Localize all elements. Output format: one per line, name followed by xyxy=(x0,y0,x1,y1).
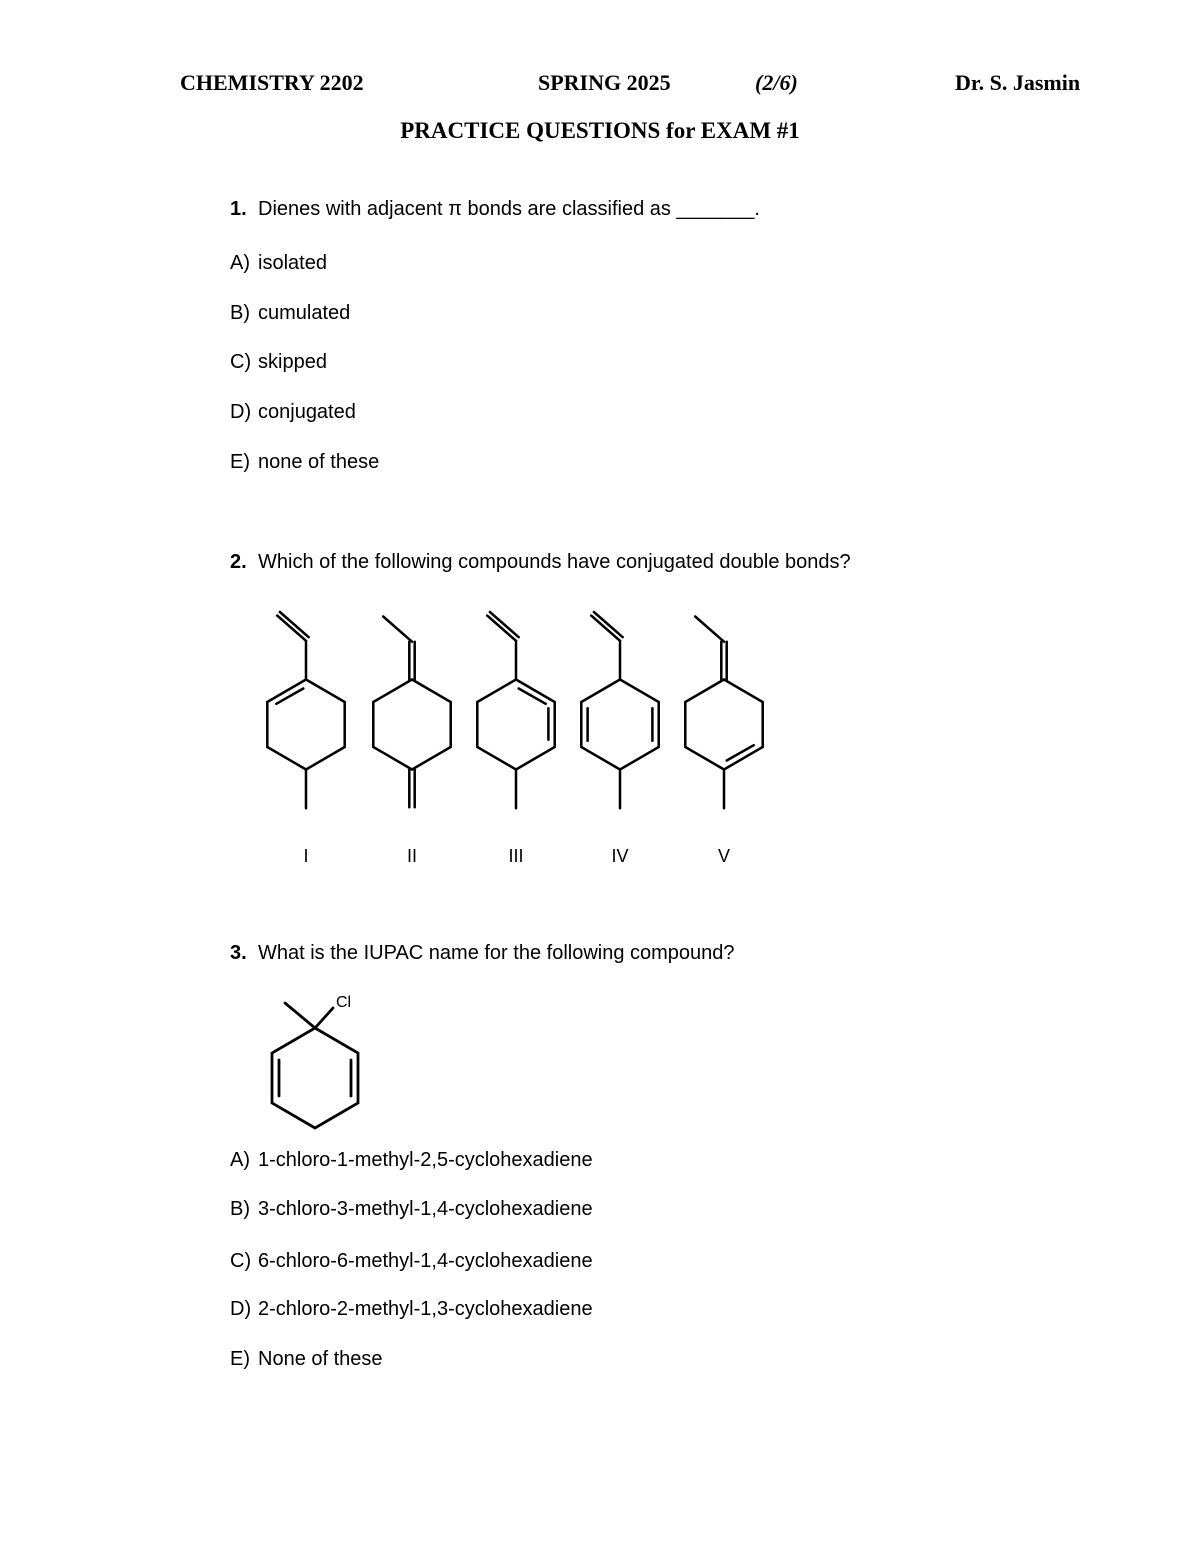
structure-II-diagram xyxy=(358,585,466,846)
option-letter: D) xyxy=(230,401,252,423)
instructor-name: Dr. S. Jasmin xyxy=(955,70,1081,95)
option-text: 2-chloro-2-methyl-1,3-cyclohexadiene xyxy=(258,1298,593,1320)
q1-option-d xyxy=(230,401,356,424)
option-letter: A) xyxy=(230,252,250,274)
structure-IV-diagram xyxy=(566,585,674,846)
q3-option-c xyxy=(230,1250,593,1273)
page-marker: (2/6) xyxy=(755,70,798,95)
course-code: CHEMISTRY 2202 xyxy=(180,70,364,95)
question-3-number: 3. xyxy=(230,942,247,964)
question-1 xyxy=(230,198,760,221)
option-letter: E) xyxy=(230,451,250,473)
document-title: PRACTICE QUESTIONS for EXAM #1 xyxy=(400,118,800,143)
structure-I xyxy=(252,585,360,867)
q3-structure-diagram xyxy=(240,973,390,1173)
structure-I-diagram xyxy=(252,585,360,846)
term: SPRING 2025 xyxy=(538,70,671,95)
q3-option-d xyxy=(230,1298,593,1321)
option-letter: C) xyxy=(230,351,252,373)
option-letter: B) xyxy=(230,1198,250,1220)
structure-IV-label: IV xyxy=(611,846,629,866)
option-letter: C) xyxy=(230,1250,252,1272)
option-letter: A) xyxy=(230,1149,250,1171)
structure-V xyxy=(670,585,778,867)
structure-II xyxy=(358,585,466,867)
option-text: skipped xyxy=(258,351,327,373)
q3-option-a xyxy=(230,1149,593,1172)
option-letter: E) xyxy=(230,1348,250,1370)
question-2 xyxy=(230,551,851,574)
structure-IV xyxy=(566,585,674,867)
question-1-text: Dienes with adjacent π bonds are classified as _______. xyxy=(258,198,760,220)
structure-II-label: II xyxy=(406,846,417,866)
option-text: 3-chloro-3-methyl-1,4-cyclohexadiene xyxy=(258,1198,593,1220)
structure-V-label: V xyxy=(717,846,730,866)
option-letter: B) xyxy=(230,302,250,324)
question-3-text: What is the IUPAC name for the following compound? xyxy=(258,942,735,964)
q3-structure xyxy=(240,973,390,1178)
option-text: none of these xyxy=(258,451,380,473)
question-2-number: 2. xyxy=(230,551,247,573)
option-text: cumulated xyxy=(258,302,351,324)
q1-option-e xyxy=(230,451,379,474)
option-letter: D) xyxy=(230,1298,252,1320)
question-3 xyxy=(230,942,735,965)
structure-I-label: I xyxy=(303,846,309,866)
option-text: 6-chloro-6-methyl-1,4-cyclohexadiene xyxy=(258,1250,593,1272)
option-text: None of these xyxy=(258,1348,383,1370)
structure-III xyxy=(462,585,570,867)
q3-option-b xyxy=(230,1198,593,1221)
option-text: 1-chloro-1-methyl-2,5-cyclohexadiene xyxy=(258,1149,593,1171)
chlorine-atom-label: Cl xyxy=(336,994,352,1011)
structure-III-label: III xyxy=(508,846,524,866)
q3-option-e xyxy=(230,1348,383,1371)
question-1-number: 1. xyxy=(230,198,247,220)
option-text: isolated xyxy=(258,252,327,274)
q1-option-b xyxy=(230,302,350,325)
q1-option-a xyxy=(230,252,327,275)
structure-V-diagram xyxy=(670,585,778,846)
structure-III-diagram xyxy=(462,585,570,846)
option-text: conjugated xyxy=(258,401,356,423)
q1-option-c xyxy=(230,351,327,374)
question-2-text: Which of the following compounds have conjugated double bonds? xyxy=(258,551,851,573)
